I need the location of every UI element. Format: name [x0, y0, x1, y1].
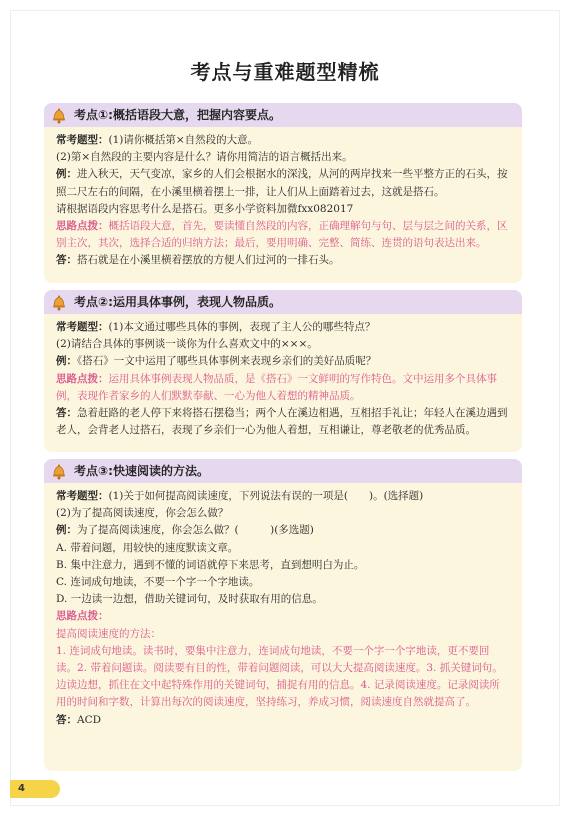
option-d: D. 一边读一边想，借助关键词句，及时获取有用的信息。	[56, 593, 323, 606]
key-point-card-1	[44, 103, 522, 283]
hint-text: 1. 连词成句地读。读书时，要集中注意力，连词成句地读，不要一个字一个字地读，更不要回读。2. 带着问题读。阅读要有目的性，带着问题阅读，可以大大提高阅读速度。3. 抓关键词句。边读边想，抓住在文中起特殊作用的关键词句，捕捉有用的信息。4. 记录阅读速度。记录阅读所用的时间和字数，计算出每次的阅读速度，坚持练习，养成习惯，阅读速度自然就提高了。	[56, 644, 503, 709]
example-question: 请根据语段内容思考什么是搭石。更多小学资料加微fxx082017	[56, 202, 354, 215]
question-type-label: 常考题型：	[56, 490, 109, 502]
example-label: 例：	[56, 524, 77, 537]
example-text: 《搭石》一文中运用了哪些具体事例来表现乡亲们的美好品质呢？	[77, 355, 377, 368]
hint-label: 思路点拨：	[56, 610, 109, 623]
example-text: 为了提高阅读速度，你会怎么做？( )(多选题)	[77, 524, 314, 537]
hint-label: 思路点拨：	[56, 220, 109, 233]
option-c: C. 连词成句地读，不要一个字一个字地读。	[56, 576, 260, 589]
hint-text: 概括语段大意，首先，要读懂自然段的内容，正确理解句与句、层与层之间的关系，区别主次，其次，选择合适的归纳方法；最后，要用明确、完整、简练、连贯的语句表达出来。	[56, 220, 508, 250]
hint-subtitle: 提高阅读速度的方法：	[56, 627, 161, 640]
option-b: B. 集中注意力，遇到不懂的词语就停下来思考，直到想明白为止。	[56, 558, 365, 571]
answer-label: 答：	[56, 254, 77, 267]
card-body	[44, 483, 522, 735]
question-1: (1)本文通过哪些具体的事例，表现了主人公的哪些特点？	[108, 321, 376, 333]
example-label: 例：	[56, 355, 77, 368]
key-point-number: 考点③	[74, 464, 109, 478]
key-point-title: :运用具体事例，表现人物品质。	[108, 295, 281, 309]
key-point-card-3	[44, 459, 522, 771]
card-body	[44, 127, 522, 276]
card-header	[44, 290, 522, 314]
page-title: 考点与重难题型精梳	[190, 60, 380, 84]
answer-text: 急着赶路的老人停下来将搭石摆稳当；两个人在溪边相遇，互相招手礼让；年轻人在溪边遇到老人，会背老人过搭石，表现了乡亲们一心为他人着想，互相谦让，尊老敬老的优秀品质。	[56, 407, 508, 437]
example-label: 例：	[56, 168, 77, 181]
key-point-title: :快速阅读的方法。	[108, 464, 209, 478]
hint-label: 思路点拨：	[56, 372, 109, 385]
bell-icon	[50, 106, 68, 124]
question-1: (1)关于如何提高阅读速度，下列说法有误的一项是( )。(选择题)	[108, 490, 424, 502]
key-point-number: 考点①	[74, 108, 109, 122]
page-number: 4	[10, 780, 60, 798]
question-2: (2)请结合具体的事例谈一谈你为什么喜欢文中的×××。	[56, 338, 318, 351]
answer-text: ACD	[77, 713, 102, 726]
question-type-label: 常考题型：	[56, 134, 109, 146]
card-body	[44, 314, 522, 445]
hint-text: 运用具体事例表现人物品质，是《搭石》一文鲜明的写作特色。文中运用多个具体事例，表现作者家乡的人们默默奉献、一心为他人着想的精神品质。	[56, 372, 497, 402]
bell-icon	[50, 462, 68, 480]
answer-label: 答：	[56, 713, 77, 726]
option-a: A. 带着问题，用较快的速度默读文章。	[56, 541, 239, 554]
key-point-card-2	[44, 290, 522, 452]
bell-icon	[50, 293, 68, 311]
key-point-title: :概括语段大意，把握内容要点。	[108, 108, 281, 122]
card-header	[44, 459, 522, 483]
answer-text: 搭石就是在小溪里横着摆放的方便人们过河的一排石头。	[77, 254, 340, 267]
question-2: (2)为了提高阅读速度，你会怎么做？	[56, 507, 229, 520]
example-text: 进入秋天，天气变凉，家乡的人们会根据水的深浅，从河的两岸找来一些平整方正的石头，按照二尺左右的间隔，在小溪里横着摆上一排，让人们从上面踏着过去，这就是搭石。	[56, 168, 508, 198]
question-1: (1)请你概括第×自然段的大意。	[108, 134, 259, 146]
question-2: (2)第×自然段的主要内容是什么？请你用简洁的语言概括出来。	[56, 151, 353, 164]
answer-label: 答：	[56, 407, 77, 420]
key-point-number: 考点②	[74, 295, 109, 309]
card-header	[44, 103, 522, 127]
question-type-label: 常考题型：	[56, 321, 109, 333]
